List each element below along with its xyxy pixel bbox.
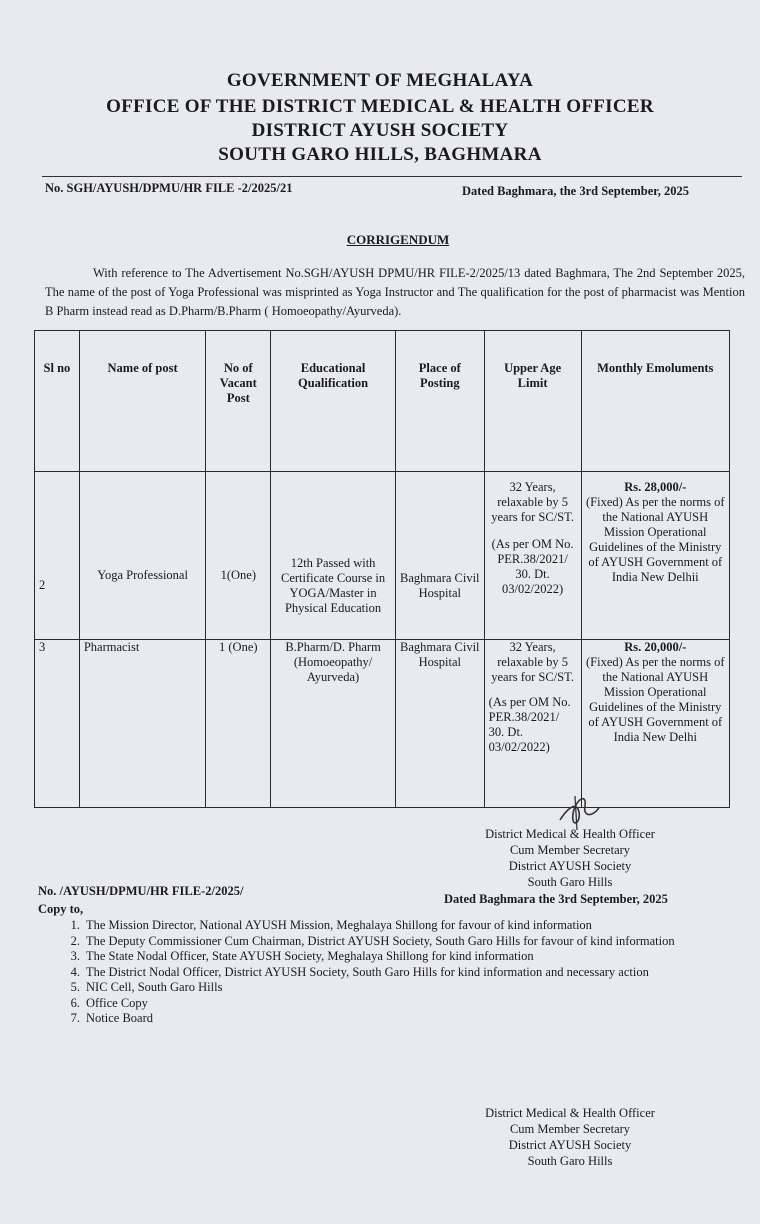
sign1-line1: District Medical & Health Officer (485, 827, 655, 841)
list-item-text: The State Nodal Officer, State AYUSH Society, Meghalaya Shillong for kind information (86, 949, 534, 963)
header-rule (42, 176, 742, 177)
header-government: GOVERNMENT OF MEGHALAYA (226, 70, 534, 91)
cell-pay (581, 472, 729, 640)
list-item-number: 7. (70, 1011, 80, 1025)
cell-vacant: 1 (One) (206, 640, 271, 808)
corrigendum-title (0, 232, 760, 248)
cell-age-note: (As per OM No. PER.38/2021/ 30. Dt. 03/02/2022) (488, 695, 571, 754)
signature-block-2 (470, 1105, 670, 1169)
cell-pay-note: (Fixed) As per the norms of the National AYUSH Mission Operational Guidelines of the Ministry of AYUSH Government of India New Delhi (586, 655, 725, 744)
cell-qualification: B.Pharm/D. Pharm (Homoeopathy/ Ayurveda) (271, 640, 396, 808)
reference-date: Dated Baghmara, the 3rd September, 2025 (462, 184, 689, 198)
sign1-line3: District AYUSH Society (508, 859, 632, 873)
list-item-number: 4. (70, 964, 80, 979)
sign2-line3: District AYUSH Society (508, 1138, 632, 1152)
cell-pay-amount: Rs. 28,000/- (624, 480, 687, 494)
cell-age (484, 472, 581, 640)
list-item (56, 918, 736, 934)
cell-post: Yoga Professional (79, 472, 206, 640)
cell-age-note: (As per OM No. PER.38/2021/ 30. Dt. 03/02/2022) (491, 537, 574, 596)
list-item-number: 6. (70, 995, 80, 1010)
list-item-number: 5. (70, 980, 80, 994)
cell-age (484, 640, 581, 808)
cell-place: Baghmara Civil Hospital (395, 640, 484, 808)
list-item (56, 980, 736, 996)
table-row (35, 640, 730, 808)
list-item-number: 3. (70, 949, 80, 963)
list-item-number: 2. (70, 933, 80, 948)
sign2-line4: South Garo Hills (527, 1154, 613, 1168)
sign1-line2: Cum Member Secretary (509, 843, 631, 857)
header-society: DISTRICT AYUSH SOCIETY (251, 120, 509, 141)
list-item (56, 934, 736, 950)
table-row (35, 472, 730, 640)
col-header-qualification: Educational Qualification (271, 331, 396, 472)
col-header-age: Upper Age Limit (484, 331, 581, 472)
list-item-text: NIC Cell, South Garo Hills (86, 980, 223, 994)
list-item-text: The Deputy Commissioner Cum Chairman, District AYUSH Society, South Garo Hills for favour of kind information (86, 933, 675, 948)
copy-to-label: Copy to, (38, 902, 84, 916)
list-item-text: Notice Board (86, 1011, 153, 1025)
reference-number: No. SGH/AYUSH/DPMU/HR FILE -2/2025/21 (45, 181, 293, 195)
col-header-pay: Monthly Emoluments (581, 331, 729, 472)
table-header-row (35, 331, 730, 472)
cell-qualification: 12th Passed with Certificate Course in YOGA/Master in Physical Education (271, 472, 396, 640)
list-item (56, 965, 736, 981)
cell-sl: 3 (35, 640, 80, 808)
col-header-place: Place of Posting (395, 331, 484, 472)
sign2-line2: Cum Member Secretary (509, 1122, 631, 1136)
cell-pay (581, 640, 729, 808)
cell-vacant: 1(One) (206, 472, 271, 640)
cell-pay-amount: Rs. 20,000/- (624, 640, 687, 654)
posts-table (34, 330, 730, 808)
cell-post: Pharmacist (79, 640, 206, 808)
list-item-text: The Mission Director, National AYUSH Mission, Meghalaya Shillong for favour of kind information (86, 918, 592, 932)
signature-block-1 (470, 826, 670, 890)
sign2-line1: District Medical & Health Officer (485, 1106, 655, 1120)
cell-pay-note: (Fixed) As per the norms of the National AYUSH Mission Operational Guidelines of the Ministry of AYUSH Government of India New Delhii (586, 495, 725, 584)
corrigendum-body: With reference to The Advertisement No.SGH/AYUSH DPMU/HR FILE-2/2025/13 dated Baghmara, The 2nd September 2025, The name of the post of Yoga Professional was misprinted as Yoga Instructor and The qualification for the post of pharmacist was Mention B Pharm instead read as D.Pharm/B.Pharm ( Homoeopathy/Ayurveda). (45, 266, 745, 318)
col-header-sl: Sl no (35, 331, 80, 472)
header-office: OFFICE OF THE DISTRICT MEDICAL & HEALTH OFFICER (106, 96, 654, 117)
col-header-vacant: No of Vacant Post (206, 331, 271, 472)
copy-list (56, 918, 736, 1027)
list-item-text: The District Nodal Officer, District AYUSH Society, South Garo Hills for kind information and necessary action (86, 964, 649, 979)
cell-age-limit: 32 Years, relaxable by 5 years for SC/ST. (491, 480, 574, 524)
cell-sl: 2 (35, 472, 80, 640)
col-header-post: Name of post (79, 331, 206, 472)
corrigendum-title-text: CORRIGENDUM (346, 232, 450, 247)
list-item-text: Office Copy (86, 995, 148, 1010)
cell-place: Baghmara Civil Hospital (395, 472, 484, 640)
header-district: SOUTH GARO HILLS, BAGHMARA (218, 144, 542, 165)
list-item (56, 1011, 736, 1027)
list-item (56, 996, 736, 1012)
list-item (56, 949, 736, 965)
copy-reference-date: Dated Baghmara the 3rd September, 2025 (444, 892, 668, 906)
cell-age-limit: 32 Years, relaxable by 5 years for SC/ST. (491, 640, 574, 684)
sign1-line4: South Garo Hills (527, 875, 613, 889)
list-item-number: 1. (70, 918, 80, 932)
copy-reference-number: No. /AYUSH/DPMU/HR FILE-2/2025/ (38, 884, 244, 898)
